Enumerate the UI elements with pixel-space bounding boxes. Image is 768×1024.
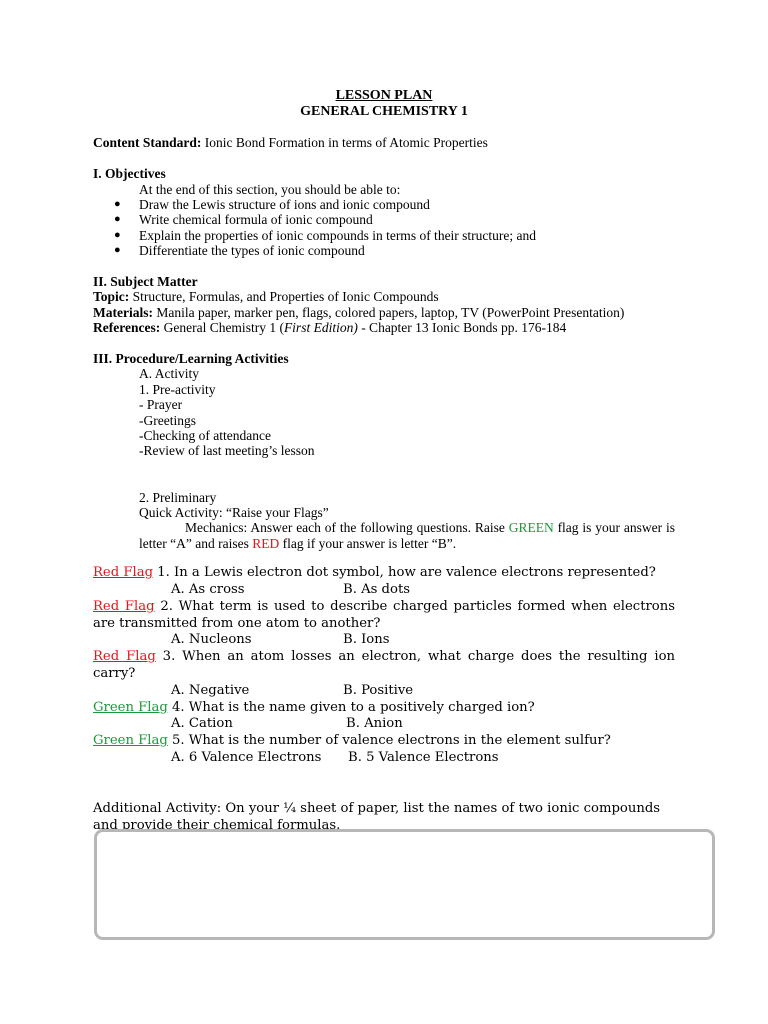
choice-a: A. Nucleons — [171, 632, 252, 648]
materials-line: Materials: Manila paper, marker pen, flags, colored papers, laptop, TV (PowerPoint Presentation) — [93, 304, 625, 320]
choice-a: A. Cation — [171, 716, 233, 732]
choice-a: A. As cross — [171, 582, 245, 598]
activity-label: A. Activity — [139, 366, 199, 382]
choice-a: A. 6 Valence Electrons — [171, 750, 322, 766]
quiz-list — [93, 565, 675, 767]
additional-activity: Additional Activity: On your ¼ sheet of paper, list the names of two ionic compounds and provide their chemical formulas. — [93, 800, 661, 833]
quiz-choices — [93, 632, 675, 649]
choice-a: A. Negative — [171, 682, 250, 698]
preliminary-label: 2. Preliminary — [139, 489, 217, 505]
quiz-choices — [93, 582, 675, 599]
flag-label: Red Flag — [93, 598, 155, 614]
procedure-heading: III. Procedure/Learning Activities — [93, 351, 289, 367]
quiz-question: Green Flag 5. What is the number of valence electrons in the element sulfur? — [93, 733, 611, 749]
objectives-intro: At the end of this section, you should be able to: — [139, 181, 401, 197]
topic-line: Topic: Structure, Formulas, and Properties of Ionic Compounds — [93, 289, 439, 305]
quiz-question: Red Flag 2. What term is used to describe charged particles formed when electrons are transmitted from one atom to another? — [93, 598, 675, 631]
quiz-choices — [93, 683, 675, 700]
quiz-item — [93, 733, 675, 767]
pre-activity-item: -Review of last meeting’s lesson — [139, 443, 315, 459]
title-line-1: LESSON PLAN — [335, 88, 433, 103]
pre-activity-item: -Greetings — [139, 412, 196, 428]
quiz-question: Red Flag 1. In a Lewis electron dot symbol, how are valence electrons represented? — [93, 565, 656, 581]
subject-matter-heading: II. Subject Matter — [93, 274, 198, 290]
pre-activity-item: -Checking of attendance — [139, 428, 271, 444]
pre-activity-item: - Prayer — [139, 397, 183, 413]
bullet-icon: ● — [114, 198, 121, 210]
bullet-icon: ● — [114, 228, 121, 241]
content-standard-label: Content Standard: — [93, 135, 202, 151]
flag-label: Green Flag — [93, 699, 168, 715]
title-line-2: GENERAL CHEMISTRY 1 — [300, 104, 468, 119]
bullet-icon: ● — [114, 244, 121, 257]
objective-item: ● Differentiate the types of ionic compound — [114, 243, 365, 259]
quiz-question: Green Flag 4. What is the name given to a positively charged ion? — [93, 699, 535, 715]
quiz-item — [93, 565, 675, 599]
choice-b: B. Ions — [343, 632, 390, 648]
choice-b: B. Anion — [346, 716, 403, 732]
objective-item: ● Explain the properties of ionic compounds in terms of their structure; and — [114, 227, 537, 243]
pre-activity-label: 1. Pre-activity — [139, 381, 216, 397]
objective-item: ● Write chemical formula of ionic compound — [114, 212, 373, 228]
flag-label: Red Flag — [93, 565, 154, 581]
document-title — [93, 88, 675, 120]
quiz-item — [93, 599, 675, 649]
quiz-choices — [93, 716, 675, 733]
quick-activity-label: Quick Activity: “Raise your Flags” — [139, 505, 329, 521]
quiz-item — [93, 700, 675, 734]
flag-label: Red Flag — [93, 649, 156, 665]
procedure-block — [93, 366, 675, 551]
choice-b: B. 5 Valence Electrons — [348, 750, 499, 766]
quiz-choices — [93, 750, 675, 767]
quiz-item — [93, 649, 675, 699]
objectives-list — [93, 197, 675, 259]
lesson-plan-page — [93, 88, 675, 834]
quiz-question: Red Flag 3. When an atom losses an electron, what charge does the resulting ion carry? — [93, 649, 675, 682]
choice-b: B. Positive — [343, 682, 414, 698]
answer-box[interactable] — [94, 829, 715, 940]
content-standard-value: Ionic Bond Formation in terms of Atomic Properties — [201, 135, 488, 151]
objective-item: ● Draw the Lewis structure of ions and ionic compound — [114, 197, 430, 212]
bullet-icon: ● — [114, 213, 121, 226]
choice-b: B. As dots — [343, 582, 411, 598]
mechanics-paragraph: Mechanics: Answer each of the following questions. Raise GREEN flag is your answer is letter “A” and raises RED flag if your answer is letter “B”. — [139, 520, 675, 551]
content-standard — [93, 135, 675, 150]
flag-label: Green Flag — [93, 733, 168, 749]
objectives-heading: I. Objectives — [93, 166, 166, 182]
references-line: References: General Chemistry 1 (First Edition) - Chapter 13 Ionic Bonds pp. 176-184 — [93, 320, 567, 336]
